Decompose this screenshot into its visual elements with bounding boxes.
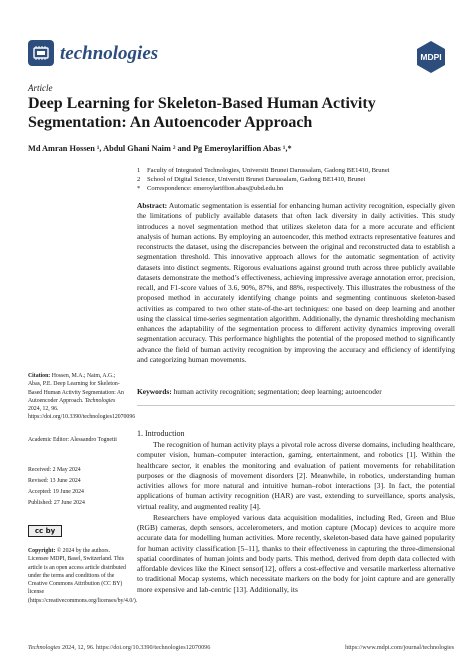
cc-by-license-icon[interactable]: cc by bbox=[28, 525, 62, 537]
accepted-date: Accepted: 19 June 2024 bbox=[28, 489, 84, 495]
keywords bbox=[137, 387, 455, 397]
revised-date: Revised: 13 June 2024 bbox=[28, 478, 81, 484]
footer-citation: 2024, 12, 96. https://doi.org/10.3390/technologies12070096 bbox=[61, 644, 211, 651]
svg-text:MDPI: MDPI bbox=[420, 52, 442, 62]
affiliation-1: 1 Faculty of Integrated Technologies, Universiti Brunei Darussalam, Gadong BE1410, Brunei bbox=[137, 167, 390, 174]
mdpi-logo bbox=[414, 40, 448, 74]
journal-logo-icon bbox=[28, 40, 54, 66]
abstract-label: Abstract: bbox=[137, 201, 168, 210]
received-date: Received: 2 May 2024 bbox=[28, 467, 81, 473]
footer-journal: Technologies bbox=[28, 644, 61, 651]
keywords-text: human activity recognition; segmentation; deep learning; autoencoder bbox=[173, 387, 382, 396]
published-date: Published: 27 June 2024 bbox=[28, 500, 85, 506]
affiliation-2: 2 School of Digital Science, Universiti Brunei Darussalam, Gadong BE1410, Brunei bbox=[137, 176, 366, 183]
paragraph: Researchers have employed various data acquisition modalities, including Red, Green and Blue (RGB) cameras, depth sensors, accelerometers, and motion capture (Mocap) devices to acquire more accurate data for modelling human activities. More recently, skeleton-based data have gained popularity for human activity classification [5–11], thanks to their effectiveness in capturing the three-dimensional spatial coordinates of human joints and body parts. This method, derived from depth data collected with affordable devices like the Kinect sensor[12], offers a cost-effective and versatile markerless alternative to traditional Mocap systems, which necessitate markers on the body for joint capture and are generally more expensive and lab-centric [13]. Additionally, its bbox=[137, 512, 455, 594]
introduction-body bbox=[137, 440, 455, 596]
journal-header bbox=[28, 40, 448, 72]
citation-doi-link[interactable]: https://doi.org/10.3390/technologies12070096 bbox=[28, 414, 136, 421]
paper-title: Deep Learning for Skeleton-Based Human Activity Segmentation: An Autoencoder Approach bbox=[28, 95, 376, 131]
article-type: Article bbox=[28, 83, 53, 93]
page-footer bbox=[28, 644, 454, 651]
author-list: Md Amran Hossen ¹, Abdul Ghani Naim ² and Pg Emeroylariffion Abas ¹,* bbox=[28, 144, 292, 153]
journal-name: technologies bbox=[60, 43, 159, 64]
divider bbox=[137, 405, 455, 406]
correspondence: * Correspondence: emeroylariffion.abas@ubd.edu.bn bbox=[137, 185, 284, 192]
keywords-label: Keywords: bbox=[137, 387, 172, 396]
copyright-notice: Copyright: © 2024 by the authors. Licensee MDPI, Basel, Switzerland. This article is an open access article distributed under the terms and conditions of the Creative Commons Attribution (CC BY) license (https://creativecommons.org/licenses/by/4.0/). bbox=[28, 548, 138, 604]
abstract-text: Automatic segmentation is essential for enhancing human activity recognition, especially given the limitations of publicly available datasets that often lack diversity in daily activities. This study introduces a novel segmentation method that utilizes skeleton data for a more accurate and efficient analysis of human actions. By employing an autoencoder, this method extracts representative features and reconstructs the dataset, using the discrepancies between the original and reconstructed data to establish a segmentation threshold. This innovative approach allows for the automatic segmentation of activity datasets into distinct segments. Rigorous evaluations against ground truth across three publicly available datasets demonstrate the method’s effectiveness, achieving impressive average annotation error, precision, recall, and F1-score values of 3.6, 90%, 87%, and 88%, respectively. This illustrates the robustness of the proposed method in accurately identifying change points and segmenting continuous skeleton-based activities as compared to two other state-of-the-art techniques: one based on deep learning and another using the classical time-series segmentation algorithm. Additionally, the dynamic thresholding mechanism enhances the adaptability of the segmentation process to different activity dynamics improving overall segmentation accuracy. This performance highlights the potential of the proposed method to significantly advance the field of human activity recognition by improving the accuracy and efficiency of identifying and categorizing human movements. bbox=[137, 201, 455, 364]
academic-editor: Academic Editor: Alessandro Tognetti bbox=[28, 437, 117, 443]
citation-block: Citation: Hossen, M.A.; Naim, A.G.; Abas, P.E. Deep Learning for Skeleton-Based Human Activity Segmentation: An Autoencoder Approach. Technologies 2024, 12, 96. https://doi.org/10.3390/technologies12070096 bbox=[28, 373, 136, 421]
footer-journal-url[interactable]: https://www.mdpi.com/journal/technologies bbox=[345, 644, 454, 651]
abstract bbox=[137, 201, 455, 365]
paragraph: The recognition of human activity plays a pivotal role across diverse domains, including healthcare, computer vision, human–computer interaction, gaming, entertainment, and robotics [1]. Within the healthcare sector, it enables the monitoring and evaluation of patient movements for rehabilitation purposes or the diagnosis of movement disorders [2]. Meanwhile, in robotics, understanding human activities allows for more natural and intuitive human–robot interactions [3]. In fact, the potential applications of human activity recognition (HAR) are vast, extending to surveillance, sports analysis, virtual reality, and augmented reality [4]. bbox=[137, 440, 455, 511]
section-heading: 1. Introduction bbox=[137, 429, 185, 438]
